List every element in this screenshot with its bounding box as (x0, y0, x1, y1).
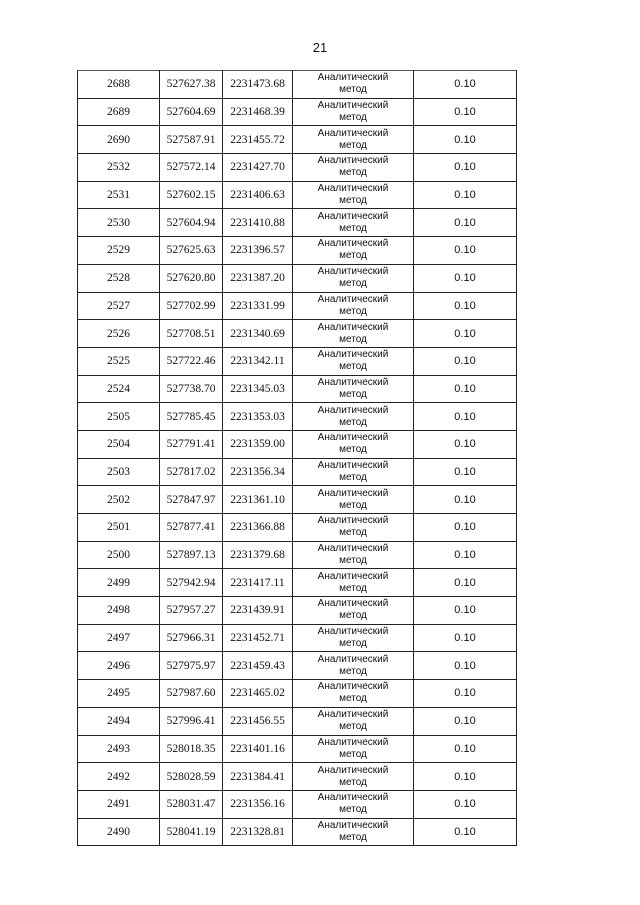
point-number-cell: 2526 (78, 320, 160, 348)
table-row (78, 237, 517, 265)
method-line-1: Аналитический (317, 293, 389, 305)
method-line-1: Аналитический (317, 681, 389, 693)
method-line-2: метод (339, 582, 367, 594)
precision-cell: 0.10 (414, 209, 517, 237)
y-coordinate-cell: 2231406.63 (223, 181, 293, 209)
y-coordinate-cell: 2231366.88 (223, 514, 293, 542)
precision-cell: 0.10 (414, 790, 517, 818)
method-line-2: метод (339, 638, 367, 650)
y-coordinate-cell: 2231465.02 (223, 680, 293, 708)
y-coordinate-cell: 2231356.16 (223, 790, 293, 818)
method-cell (293, 209, 414, 237)
method-line-1: Аналитический (317, 321, 389, 333)
x-coordinate-cell: 527627.38 (160, 71, 223, 99)
method-line-2: метод (339, 831, 367, 843)
table-row (78, 403, 517, 431)
y-coordinate-cell: 2231384.41 (223, 763, 293, 791)
point-number-cell: 2500 (78, 541, 160, 569)
method-line-2: метод (339, 333, 367, 345)
table-row (78, 126, 517, 154)
x-coordinate-cell: 527572.14 (160, 154, 223, 182)
precision-cell: 0.10 (414, 763, 517, 791)
y-coordinate-cell: 2231356.34 (223, 458, 293, 486)
point-number-cell: 2491 (78, 790, 160, 818)
method-cell (293, 375, 414, 403)
table-row (78, 790, 517, 818)
method-line-2: метод (339, 278, 367, 290)
y-coordinate-cell: 2231459.43 (223, 652, 293, 680)
y-coordinate-cell: 2231328.81 (223, 818, 293, 846)
point-number-cell: 2502 (78, 486, 160, 514)
point-number-cell: 2498 (78, 597, 160, 625)
x-coordinate-cell: 527847.97 (160, 486, 223, 514)
method-cell (293, 597, 414, 625)
coordinates-table-body (78, 71, 517, 846)
precision-cell: 0.10 (414, 237, 517, 265)
method-line-2: метод (339, 444, 367, 456)
x-coordinate-cell: 528028.59 (160, 763, 223, 791)
method-cell (293, 569, 414, 597)
method-cell (293, 790, 414, 818)
method-cell (293, 514, 414, 542)
table-row (78, 320, 517, 348)
x-coordinate-cell: 527702.99 (160, 292, 223, 320)
y-coordinate-cell: 2231473.68 (223, 71, 293, 99)
table-row (78, 209, 517, 237)
table-row (78, 735, 517, 763)
point-number-cell: 2490 (78, 818, 160, 846)
method-line-1: Аналитический (317, 792, 389, 804)
precision-cell: 0.10 (414, 403, 517, 431)
method-cell (293, 320, 414, 348)
point-number-cell: 2496 (78, 652, 160, 680)
x-coordinate-cell: 527877.41 (160, 514, 223, 542)
method-cell (293, 292, 414, 320)
method-line-1: Аналитический (317, 210, 389, 222)
point-number-cell: 2524 (78, 375, 160, 403)
point-number-cell: 2503 (78, 458, 160, 486)
method-cell (293, 458, 414, 486)
method-line-1: Аналитический (317, 459, 389, 471)
y-coordinate-cell: 2231396.57 (223, 237, 293, 265)
method-cell (293, 403, 414, 431)
point-number-cell: 2530 (78, 209, 160, 237)
x-coordinate-cell: 527738.70 (160, 375, 223, 403)
y-coordinate-cell: 2231455.72 (223, 126, 293, 154)
method-cell (293, 652, 414, 680)
method-line-2: метод (339, 527, 367, 539)
x-coordinate-cell: 527987.60 (160, 680, 223, 708)
x-coordinate-cell: 527996.41 (160, 707, 223, 735)
method-line-1: Аналитический (317, 570, 389, 582)
method-cell (293, 98, 414, 126)
method-line-2: метод (339, 555, 367, 567)
precision-cell: 0.10 (414, 98, 517, 126)
method-cell (293, 181, 414, 209)
method-line-2: метод (339, 167, 367, 179)
x-coordinate-cell: 527620.80 (160, 264, 223, 292)
precision-cell: 0.10 (414, 735, 517, 763)
method-line-2: метод (339, 804, 367, 816)
point-number-cell: 2528 (78, 264, 160, 292)
method-line-1: Аналитический (317, 127, 389, 139)
precision-cell: 0.10 (414, 154, 517, 182)
y-coordinate-cell: 2231353.03 (223, 403, 293, 431)
method-cell (293, 707, 414, 735)
method-line-2: метод (339, 693, 367, 705)
x-coordinate-cell: 527817.02 (160, 458, 223, 486)
method-line-2: метод (339, 84, 367, 96)
table-row (78, 181, 517, 209)
precision-cell: 0.10 (414, 292, 517, 320)
method-line-1: Аналитический (317, 183, 389, 195)
point-number-cell: 2494 (78, 707, 160, 735)
method-line-1: Аналитический (317, 100, 389, 112)
x-coordinate-cell: 527957.27 (160, 597, 223, 625)
method-line-2: метод (339, 139, 367, 151)
x-coordinate-cell: 528018.35 (160, 735, 223, 763)
x-coordinate-cell: 527785.45 (160, 403, 223, 431)
precision-cell: 0.10 (414, 514, 517, 542)
table-row (78, 71, 517, 99)
x-coordinate-cell: 527975.97 (160, 652, 223, 680)
precision-cell: 0.10 (414, 458, 517, 486)
y-coordinate-cell: 2231452.71 (223, 624, 293, 652)
x-coordinate-cell: 527791.41 (160, 430, 223, 458)
table-row (78, 154, 517, 182)
precision-cell: 0.10 (414, 624, 517, 652)
method-cell (293, 154, 414, 182)
point-number-cell: 2527 (78, 292, 160, 320)
table-row (78, 652, 517, 680)
y-coordinate-cell: 2231379.68 (223, 541, 293, 569)
y-coordinate-cell: 2231456.55 (223, 707, 293, 735)
precision-cell: 0.10 (414, 347, 517, 375)
precision-cell: 0.10 (414, 430, 517, 458)
method-line-2: метод (339, 499, 367, 511)
precision-cell: 0.10 (414, 680, 517, 708)
method-cell (293, 264, 414, 292)
precision-cell: 0.10 (414, 541, 517, 569)
y-coordinate-cell: 2231331.99 (223, 292, 293, 320)
table-row (78, 680, 517, 708)
precision-cell: 0.10 (414, 181, 517, 209)
point-number-cell: 2532 (78, 154, 160, 182)
method-line-2: метод (339, 665, 367, 677)
x-coordinate-cell: 527897.13 (160, 541, 223, 569)
x-coordinate-cell: 527625.63 (160, 237, 223, 265)
x-coordinate-cell: 527602.15 (160, 181, 223, 209)
table-row (78, 763, 517, 791)
method-cell (293, 763, 414, 791)
precision-cell: 0.10 (414, 707, 517, 735)
y-coordinate-cell: 2231410.88 (223, 209, 293, 237)
precision-cell: 0.10 (414, 375, 517, 403)
table-row (78, 430, 517, 458)
method-line-1: Аналитический (317, 653, 389, 665)
precision-cell: 0.10 (414, 264, 517, 292)
x-coordinate-cell: 527722.46 (160, 347, 223, 375)
method-cell (293, 430, 414, 458)
precision-cell: 0.10 (414, 486, 517, 514)
method-line-2: метод (339, 388, 367, 400)
method-line-1: Аналитический (317, 764, 389, 776)
method-cell (293, 126, 414, 154)
point-number-cell: 2525 (78, 347, 160, 375)
point-number-cell: 2493 (78, 735, 160, 763)
method-line-2: метод (339, 748, 367, 760)
table-row (78, 818, 517, 846)
x-coordinate-cell: 527708.51 (160, 320, 223, 348)
method-line-1: Аналитический (317, 238, 389, 250)
y-coordinate-cell: 2231359.00 (223, 430, 293, 458)
x-coordinate-cell: 527587.91 (160, 126, 223, 154)
method-cell (293, 735, 414, 763)
method-line-2: метод (339, 305, 367, 317)
method-line-1: Аналитический (317, 819, 389, 831)
y-coordinate-cell: 2231427.70 (223, 154, 293, 182)
precision-cell: 0.10 (414, 818, 517, 846)
y-coordinate-cell: 2231417.11 (223, 569, 293, 597)
method-line-1: Аналитический (317, 349, 389, 361)
table-row (78, 458, 517, 486)
table-row (78, 292, 517, 320)
point-number-cell: 2495 (78, 680, 160, 708)
point-number-cell: 2690 (78, 126, 160, 154)
method-cell (293, 818, 414, 846)
method-line-1: Аналитический (317, 72, 389, 84)
table-row (78, 569, 517, 597)
precision-cell: 0.10 (414, 126, 517, 154)
point-number-cell: 2492 (78, 763, 160, 791)
method-line-2: метод (339, 610, 367, 622)
precision-cell: 0.10 (414, 652, 517, 680)
method-cell (293, 680, 414, 708)
method-cell (293, 541, 414, 569)
method-line-2: метод (339, 721, 367, 733)
table-row (78, 264, 517, 292)
coordinates-table (77, 70, 517, 846)
method-line-1: Аналитический (317, 404, 389, 416)
y-coordinate-cell: 2231468.39 (223, 98, 293, 126)
method-cell (293, 237, 414, 265)
y-coordinate-cell: 2231387.20 (223, 264, 293, 292)
method-line-2: метод (339, 222, 367, 234)
point-number-cell: 2689 (78, 98, 160, 126)
method-line-1: Аналитический (317, 709, 389, 721)
method-line-1: Аналитический (317, 432, 389, 444)
point-number-cell: 2497 (78, 624, 160, 652)
method-line-2: метод (339, 471, 367, 483)
method-line-1: Аналитический (317, 736, 389, 748)
precision-cell: 0.10 (414, 597, 517, 625)
table-row (78, 597, 517, 625)
table-row (78, 486, 517, 514)
y-coordinate-cell: 2231342.11 (223, 347, 293, 375)
point-number-cell: 2688 (78, 71, 160, 99)
x-coordinate-cell: 527942.94 (160, 569, 223, 597)
point-number-cell: 2504 (78, 430, 160, 458)
method-cell (293, 347, 414, 375)
precision-cell: 0.10 (414, 569, 517, 597)
x-coordinate-cell: 527604.69 (160, 98, 223, 126)
method-line-2: метод (339, 112, 367, 124)
x-coordinate-cell: 528031.47 (160, 790, 223, 818)
method-cell (293, 624, 414, 652)
method-line-1: Аналитический (317, 543, 389, 555)
precision-cell: 0.10 (414, 320, 517, 348)
table-row (78, 624, 517, 652)
method-line-1: Аналитический (317, 515, 389, 527)
method-line-1: Аналитический (317, 155, 389, 167)
table-row (78, 541, 517, 569)
precision-cell: 0.10 (414, 71, 517, 99)
y-coordinate-cell: 2231401.16 (223, 735, 293, 763)
method-line-2: метод (339, 361, 367, 373)
point-number-cell: 2505 (78, 403, 160, 431)
point-number-cell: 2531 (78, 181, 160, 209)
method-line-1: Аналитический (317, 266, 389, 278)
method-line-2: метод (339, 416, 367, 428)
page-number: 21 (312, 40, 328, 55)
method-line-1: Аналитический (317, 376, 389, 388)
x-coordinate-cell: 527604.94 (160, 209, 223, 237)
point-number-cell: 2501 (78, 514, 160, 542)
y-coordinate-cell: 2231340.69 (223, 320, 293, 348)
table-row (78, 98, 517, 126)
y-coordinate-cell: 2231361.10 (223, 486, 293, 514)
method-line-2: метод (339, 776, 367, 788)
method-line-1: Аналитический (317, 626, 389, 638)
method-line-1: Аналитический (317, 487, 389, 499)
table-row (78, 347, 517, 375)
method-cell (293, 486, 414, 514)
method-line-2: метод (339, 195, 367, 207)
x-coordinate-cell: 527966.31 (160, 624, 223, 652)
y-coordinate-cell: 2231439.91 (223, 597, 293, 625)
method-line-2: метод (339, 250, 367, 262)
table-row (78, 514, 517, 542)
method-cell (293, 71, 414, 99)
point-number-cell: 2529 (78, 237, 160, 265)
table-row (78, 707, 517, 735)
table-row (78, 375, 517, 403)
y-coordinate-cell: 2231345.03 (223, 375, 293, 403)
x-coordinate-cell: 528041.19 (160, 818, 223, 846)
point-number-cell: 2499 (78, 569, 160, 597)
method-line-1: Аналитический (317, 598, 389, 610)
